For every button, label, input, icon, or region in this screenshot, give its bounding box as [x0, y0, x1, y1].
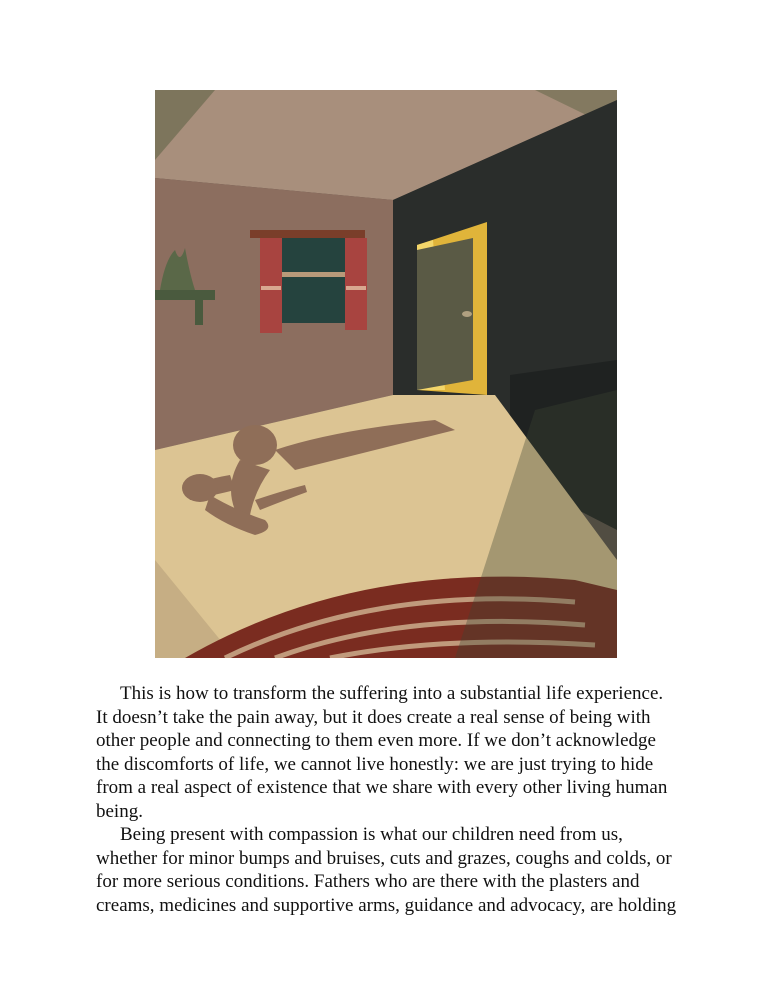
text-line: other people and connecting to them even more. If we don’t acknowledge — [96, 730, 656, 751]
text-line: for more serious conditions. Fathers who are there with the plasters and — [96, 871, 640, 892]
text-line: This is how to transform the suffering into a substantial life experience. — [120, 683, 664, 704]
paragraph-2 — [96, 823, 686, 917]
body-text — [96, 682, 686, 917]
text-line: It doesn’t take the pain away, but it does create a real sense of being with — [96, 706, 651, 728]
text-line: Being present with compassion is what our children need from us, — [120, 824, 623, 845]
text-line: creams, medicines and supportive arms, guidance and advocacy, are holding — [96, 894, 677, 916]
text-line: the discomforts of life, we cannot live honestly: we are just trying to hide — [96, 753, 654, 775]
text-line: from a real aspect of existence that we share with every other living human — [96, 777, 668, 798]
paragraph-1 — [96, 682, 686, 823]
shadow-parent-child-icon — [155, 90, 617, 658]
text-line: being. — [96, 800, 143, 822]
text-line: whether for minor bumps and bruises, cuts and grazes, coughs and colds, or — [96, 847, 672, 869]
illustration — [155, 90, 617, 658]
